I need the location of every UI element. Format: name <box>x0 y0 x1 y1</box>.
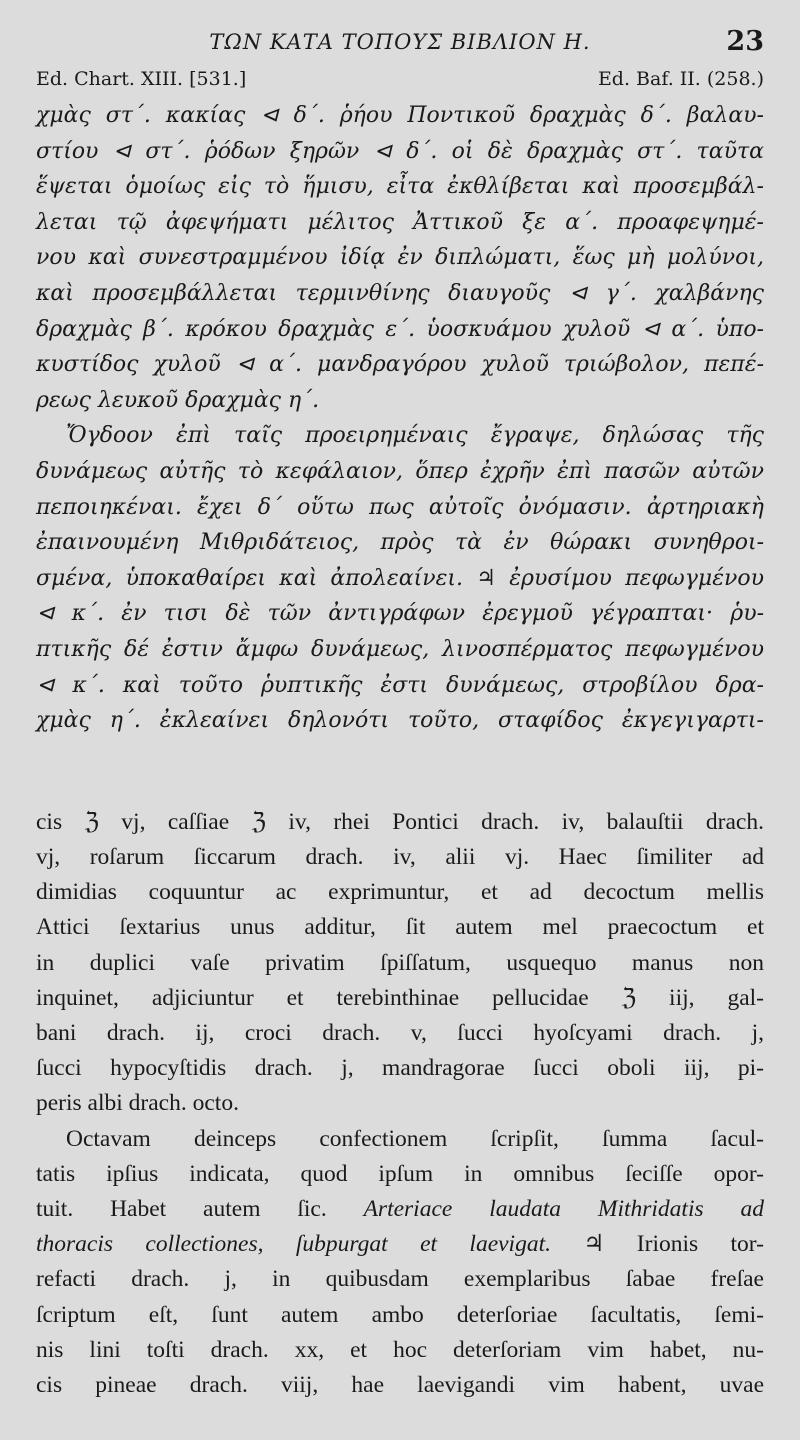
latin-line: vj, roſarum ſiccarum drach. iv, alii vj. Haec ſimiliter ad <box>36 843 764 870</box>
greek-line: καὶ προσεμβάλλεται τερμινθίνης διαυγοῦς ⊲ γ΄. χαλβάνης <box>36 280 764 306</box>
latin-line <box>36 1227 764 1262</box>
greek-line: νου καὶ συνεστραμμένου ἰδίᾳ ἐν διπλώματι, ἕως μὴ μολύνοι, <box>36 245 764 271</box>
latin-line: bani drach. ij, croci drach. v, ſucci hyoſcyami drach. j, <box>36 1019 764 1046</box>
latin-line-text: ♃ Irionis tor- <box>550 1231 764 1258</box>
latin-italic-text: Arteriace laudata Mithridatis ad <box>363 1195 764 1222</box>
latin-line: cis ℨ vj, caſſiae ℨ iv, rhei Pontici drach. iv, balauſtii drach. <box>36 808 764 835</box>
latin-line: in duplici vaſe privatim ſpiſſatum, usquequo manus non <box>36 949 764 976</box>
greek-line: λεται τῷ ἀφεψήματι μέλιτος Ἀττικοῦ ξε α΄. προαφεψημέ- <box>36 209 764 235</box>
edition-basel: Ed. Baf. II. (258.) <box>597 68 764 90</box>
running-head <box>36 26 764 66</box>
latin-text <box>36 805 764 1403</box>
greek-line: Ὄγδοον ἐπὶ ταῖς προειρημέναις ἔγραψε, δηλώσας τῆς <box>66 423 764 449</box>
greek-line: δραχμὰς β΄. κρόκου δραχμὰς ε΄. ὑοσκυάμου χυλοῦ ⊲ α΄. ὑπο- <box>36 316 764 342</box>
latin-line: tatis ipſius indicata, quod ipſum in omnibus ſeciſſe opor- <box>36 1160 764 1187</box>
greek-line: χμὰς η΄. ἐκλεαίνει δηλονότι τοῦτο, σταφίδος ἐκγεγιγαρτι- <box>36 708 764 734</box>
greek-line: ⊲ κ΄. καὶ τοῦτο ῥυπτικῆς ἐστι δυνάμεως, στροβίλου δρα- <box>36 672 764 698</box>
section-gap <box>36 739 764 805</box>
running-title: ΤΩΝ ΚΑΤΑ ΤΟΠΟΥΣ ΒΙΒΛΙΟΝ Η. <box>209 30 591 54</box>
latin-line: nis lini toſti drach. xx, et hoc deterſoriam vim habet, nu- <box>36 1336 764 1363</box>
greek-line: ⊲ κ΄. ἐν τισι δὲ τῶν ἀντιγράφων ἐρεγμοῦ γέγραπται· ῥυ- <box>36 601 764 627</box>
latin-line: refacti drach. j, in quibusdam exemplaribus ſabae freſae <box>36 1266 764 1293</box>
greek-line: πεποιηκέναι. ἔχει δ΄ οὕτω πως αὐτοῖς ὀνόμασιν. ἀρτηριακὴ <box>36 494 764 520</box>
latin-line: peris albi drach. octo. <box>36 1090 239 1117</box>
greek-line: ἕψεται ὁμοίως εἰς τὸ ἥμισυ, εἶτα ἐκθλίβεται καὶ προσεμβάλ- <box>36 174 764 200</box>
latin-line: inquinet, adjiciuntur et terebinthinae pellucidae ℨ iij, gal- <box>36 984 764 1011</box>
greek-line: πτικῆς δέ ἐστιν ἄμφω δυνάμεως, λινοσπέρματος πεφωγμένου <box>36 636 764 662</box>
greek-line: σμένα, ὑποκαθαίρει καὶ ἀπολεαίνει. ♃ ἐρυσίμου πεφωγμένου <box>36 565 764 591</box>
latin-line <box>36 1192 764 1227</box>
latin-line-text: Octavam deinceps confectionem ſcripſit, ſumma ſacul- <box>66 1125 764 1152</box>
greek-text <box>36 98 764 739</box>
greek-line: χμὰς στ΄. κακίας ⊲ δ΄. ῥήου Ποντικοῦ δραχμὰς δ΄. βαλαυ- <box>36 103 764 128</box>
latin-line: Attici ſextarius unus additur, ſit autem mel praecoctum et <box>36 914 764 941</box>
latin-italic-text: thoracis collectiones, ſubpurgat et laevigat. <box>36 1231 551 1258</box>
latin-line: ſucci hypocyſtidis drach. j, mandragorae ſucci oboli iij, pi- <box>36 1055 764 1082</box>
latin-line: cis pineae drach. viij, hae laevigandi vim habent, uvae <box>36 1371 764 1398</box>
edition-line <box>36 68 764 98</box>
greek-line: κυστίδος χυλοῦ ⊲ α΄. μανδραγόρου χυλοῦ τριώβολον, πεπέ- <box>36 352 764 378</box>
latin-line: dimidias coquuntur ac exprimuntur, et ad decoctum mellis <box>36 879 764 906</box>
edition-chartier: Ed. Chart. XIII. [531.] <box>36 68 247 90</box>
page-number: 23 <box>726 26 764 57</box>
latin-line <box>36 1122 764 1157</box>
greek-line: στίου ⊲ στ΄. ῥόδων ξηρῶν ⊲ δ΄. οἱ δὲ δραχμὰς στ΄. ταῦτα <box>36 138 764 164</box>
greek-line: δυνάμεως αὐτῆς τὸ κεφάλαιον, ὅπερ ἐχρῆν ἐπὶ πασῶν αὐτῶν <box>36 458 764 484</box>
latin-line-text: tuit. Habet autem ſic. <box>36 1195 364 1222</box>
latin-line: ſcriptum eſt, ſunt autem ambo deterſoriae ſacultatis, ſemi- <box>36 1301 764 1328</box>
greek-line: ἐπαινουμένη Μιθριδάτειος, πρὸς τὰ ἐν θώρακι συνηθροι- <box>36 530 764 556</box>
greek-line: ρεως λευκοῦ δραχμὰς η΄. <box>36 387 320 413</box>
